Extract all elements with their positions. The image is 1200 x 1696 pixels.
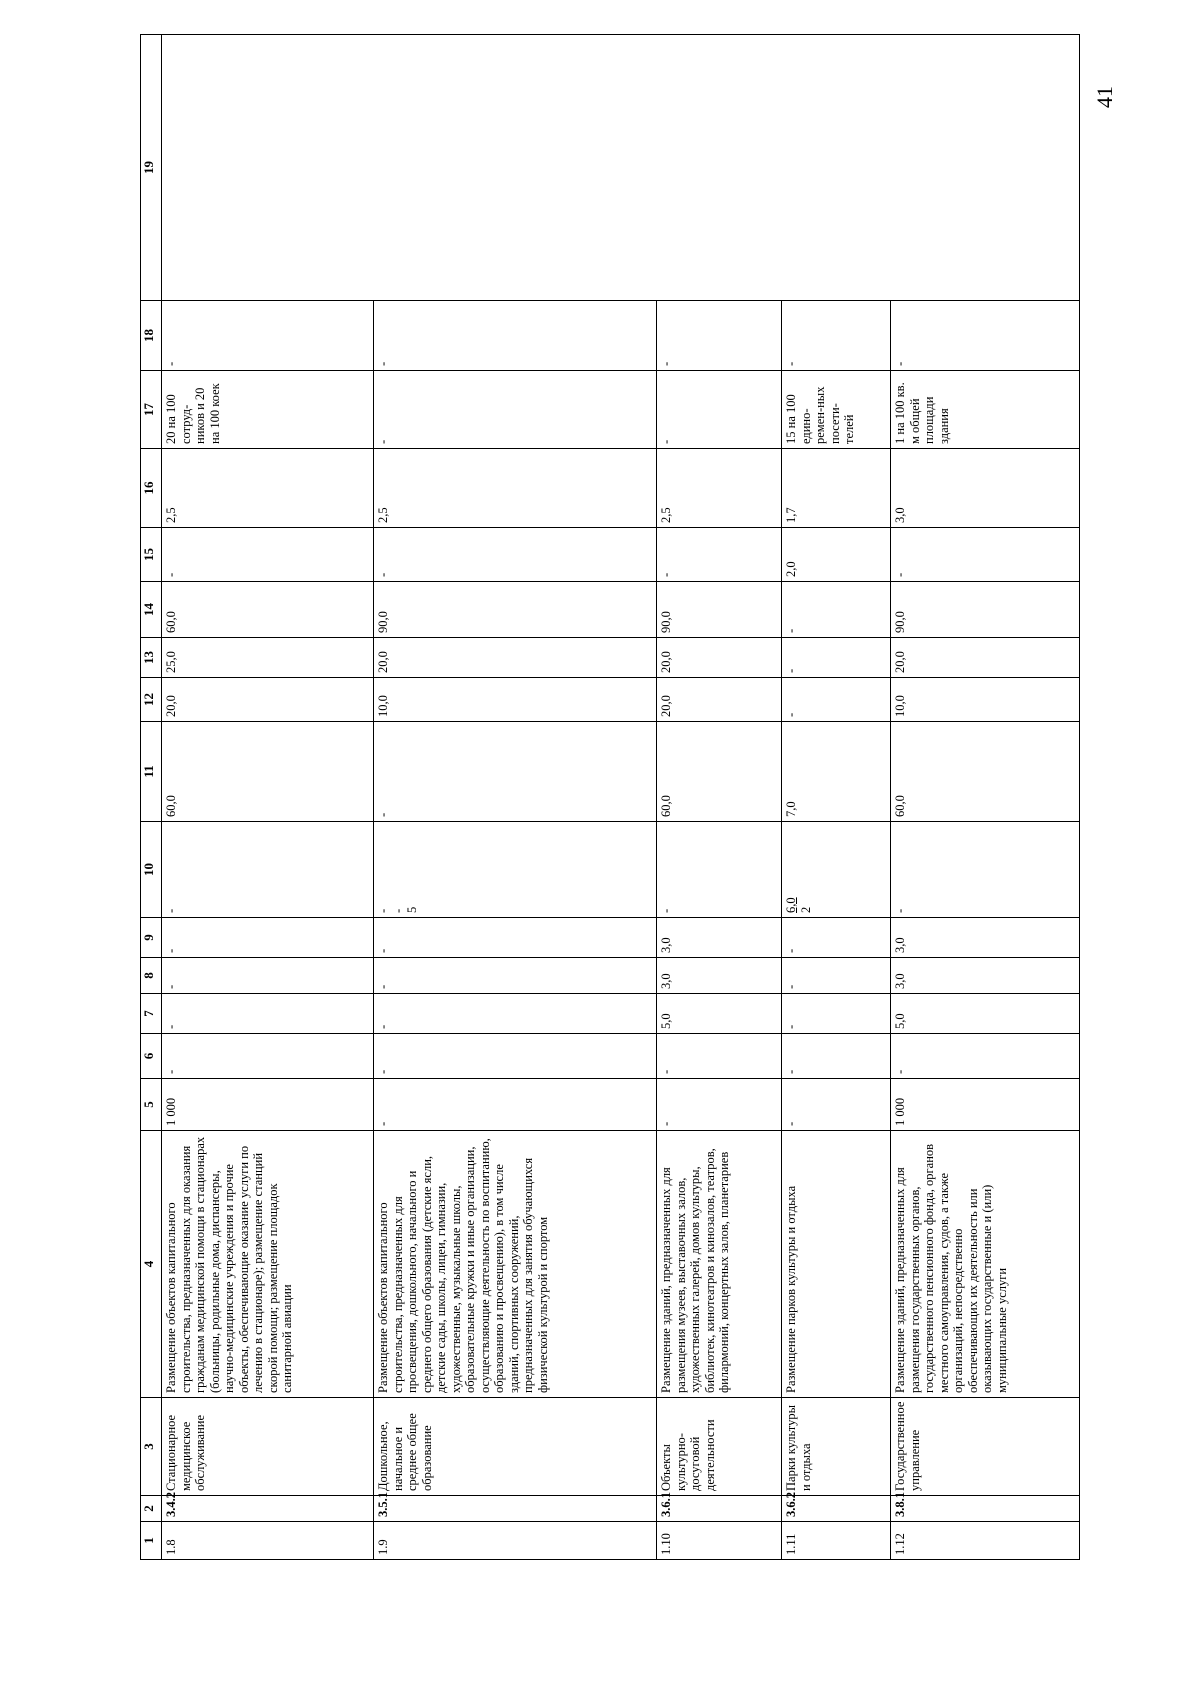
cell-col8: 3,0 <box>891 958 1080 994</box>
cell-col9: - <box>782 918 891 958</box>
cell-col18: - <box>891 301 1080 371</box>
header-cell: 6 <box>141 1034 162 1079</box>
cell-col8: - <box>782 958 891 994</box>
cell-col13: - <box>782 638 891 678</box>
cell-col8: - <box>374 958 657 994</box>
header-cell: 10 <box>141 822 162 918</box>
cell-col11: - <box>374 722 657 822</box>
table-row <box>162 35 374 1560</box>
header-cell: 1 <box>141 1522 162 1560</box>
vri-code: 3.6.2 <box>782 1496 891 1522</box>
cell-col14: - <box>782 582 891 638</box>
cell-col8: 3,0 <box>657 958 782 994</box>
cell-col10-numerator: 6,0 <box>784 897 798 913</box>
cell-col7: - <box>374 994 657 1034</box>
vri-description: Размещение зданий, предназначенных для размещения музеев, выставочных залов, художественных галерей, домов культуры, библиотек, кинотеатров и кинозалов, театров, филармоний, концертных залов, планетариев <box>657 1131 782 1398</box>
cell-col9: - <box>374 918 657 958</box>
cell-col10-value: - <box>164 908 178 913</box>
header-cell: 14 <box>141 582 162 638</box>
cell-col7: - <box>162 994 374 1034</box>
cell-col13: 25,0 <box>162 638 374 678</box>
cell-col11: 7,0 <box>782 722 891 822</box>
cell-col12: 20,0 <box>162 678 374 722</box>
cell-col16: 3,0 <box>891 449 1080 528</box>
cell-col15: - <box>657 528 782 582</box>
cell-col15: - <box>891 528 1080 582</box>
cell-col6: - <box>891 1034 1080 1079</box>
vri-name: Дошкольное, начальное и среднее общее образование <box>374 1398 657 1496</box>
cell-col12: 10,0 <box>891 678 1080 722</box>
header-cell: 12 <box>141 678 162 722</box>
cell-col12: 10,0 <box>374 678 657 722</box>
cell-col17: 15 на 100 едино-ремен-ных посети-телей <box>782 371 891 449</box>
cell-col14: 90,0 <box>374 582 657 638</box>
header-cell: 2 <box>141 1496 162 1522</box>
vri-name: Парки культуры и отдыха <box>782 1398 891 1496</box>
cell-col18: - <box>657 301 782 371</box>
cell-col6: - <box>162 1034 374 1079</box>
header-cell: 18 <box>141 301 162 371</box>
cell-col6: - <box>657 1034 782 1079</box>
cell-col14: 60,0 <box>162 582 374 638</box>
row-number: 1.10 <box>657 1522 782 1560</box>
cell-col10-value: - <box>659 908 673 913</box>
cell-col5: 1 000 <box>162 1079 374 1131</box>
header-cell: 7 <box>141 994 162 1034</box>
vri-code: 3.5.1 <box>374 1496 657 1522</box>
cell-col17: - <box>657 371 782 449</box>
cell-col15: 2,0 <box>782 528 891 582</box>
cell-col17: 20 на 100 сотруд-ников и 20 на 100 коек <box>162 371 374 449</box>
cell-col5: 1 000 <box>891 1079 1080 1131</box>
cell-col10-line1: - <box>376 908 390 913</box>
cell-col14: 90,0 <box>891 582 1080 638</box>
cell-col9: - <box>162 918 374 958</box>
cell-col16: 2,5 <box>374 449 657 528</box>
cell-col9: 3,0 <box>891 918 1080 958</box>
zoning-table <box>140 34 1080 1560</box>
cell-col10-denominator: 2 <box>798 906 813 913</box>
cell-col8: - <box>162 958 374 994</box>
cell-col10-value: - <box>893 908 907 913</box>
vri-name: Стационарное медицинское обслуживание <box>162 1398 374 1496</box>
header-cell: 5 <box>141 1079 162 1131</box>
cell-col7: - <box>782 994 891 1034</box>
cell-col11: 60,0 <box>657 722 782 822</box>
cell-col7: 5,0 <box>891 994 1080 1034</box>
header-cell: 3 <box>141 1398 162 1496</box>
vri-code: 3.8.1 <box>891 1496 1080 1522</box>
vri-name: Объекты культурно-досуговой деятельности <box>657 1398 782 1496</box>
header-cell: 16 <box>141 449 162 528</box>
cell-col13: 20,0 <box>374 638 657 678</box>
cell-col10-line2: - <box>390 908 405 913</box>
cell-col16: 2,5 <box>162 449 374 528</box>
vri-description: Размещение парков культуры и отдыха <box>782 1131 891 1398</box>
cell-col9: 3,0 <box>657 918 782 958</box>
vri-code: 3.6.1 <box>657 1496 782 1522</box>
header-cell: 9 <box>141 918 162 958</box>
cell-col11: 60,0 <box>891 722 1080 822</box>
header-cell: 17 <box>141 371 162 449</box>
rotated-table-container <box>140 80 1080 1560</box>
cell-col5: - <box>782 1079 891 1131</box>
cell-col17: - <box>374 371 657 449</box>
cell-col18: - <box>162 301 374 371</box>
cell-col10 <box>657 822 782 918</box>
cell-col6: - <box>782 1034 891 1079</box>
cell-col16: 2,5 <box>657 449 782 528</box>
cell-col7: 5,0 <box>657 994 782 1034</box>
cell-col6: - <box>374 1034 657 1079</box>
cell-col10 <box>782 822 891 918</box>
page-number: 41 <box>1092 86 1117 108</box>
header-cell: 19 <box>141 35 162 301</box>
cell-col12: 20,0 <box>657 678 782 722</box>
cell-col5: - <box>657 1079 782 1131</box>
cell-col16: 1,7 <box>782 449 891 528</box>
header-cell: 8 <box>141 958 162 994</box>
cell-col15: - <box>162 528 374 582</box>
cell-col13: 20,0 <box>657 638 782 678</box>
cell-col14: 90,0 <box>657 582 782 638</box>
cell-col10 <box>374 822 657 918</box>
cell-col10 <box>162 822 374 918</box>
header-cell: 11 <box>141 722 162 822</box>
cell-col15: - <box>374 528 657 582</box>
vri-description: Размещение зданий, предназначенных для размещения государственных органов, государственного пенсионного фонда, органов местного самоуправления, судов, а также организаций, непосредственно обеспечивающих их деятельность или оказывающих государственные и (или) муниципальные услуги <box>891 1131 1080 1398</box>
cell-col10 <box>891 822 1080 918</box>
cell-col10-line3: 5 <box>405 906 419 913</box>
header-cell: 15 <box>141 528 162 582</box>
cell-col11: 60,0 <box>162 722 374 822</box>
cell-col17: 1 на 100 кв. м общей площади здания <box>891 371 1080 449</box>
row-number: 1.11 <box>782 1522 891 1560</box>
vri-code: 3.4.2 <box>162 1496 374 1522</box>
cell-col18: - <box>782 301 891 371</box>
vri-description: Размещение объектов капитального строительства, предназначенных для оказания гражданам медицинской помощи в стационарах (больницы, родильные дома, диспансеры, научно-медицинские учреждения и прочие объекты, обеспечивающие оказание услуги по лечению в стационаре); размещение станций скорой помощи; размещение площадок санитарной авиации <box>162 1131 374 1398</box>
row-number: 1.12 <box>891 1522 1080 1560</box>
cell-col18: - <box>374 301 657 371</box>
cell-col12: - <box>782 678 891 722</box>
header-cell: 13 <box>141 638 162 678</box>
header-row <box>141 35 162 1560</box>
cell-col13: 20,0 <box>891 638 1080 678</box>
row-number: 1.8 <box>162 1522 374 1560</box>
cell-col19 <box>162 35 1080 301</box>
row-number: 1.9 <box>374 1522 657 1560</box>
cell-col5: - <box>374 1079 657 1131</box>
header-cell: 4 <box>141 1131 162 1398</box>
vri-name: Государственное управление <box>891 1398 1080 1496</box>
vri-description: Размещение объектов капитального строительства, предназначенных для просвещения, дошкольного, начального и среднего общего образования (детские ясли, детские сады, школы, лицеи, гимназии, художественные, музыкальные школы, образовательные кружки и иные организации, осуществляющие деятельность по воспитанию, образованию и просвещению), в том числе зданий, спортивных сооружений, предназначенных для занятия обучающихся физической культурой и спортом <box>374 1131 657 1398</box>
